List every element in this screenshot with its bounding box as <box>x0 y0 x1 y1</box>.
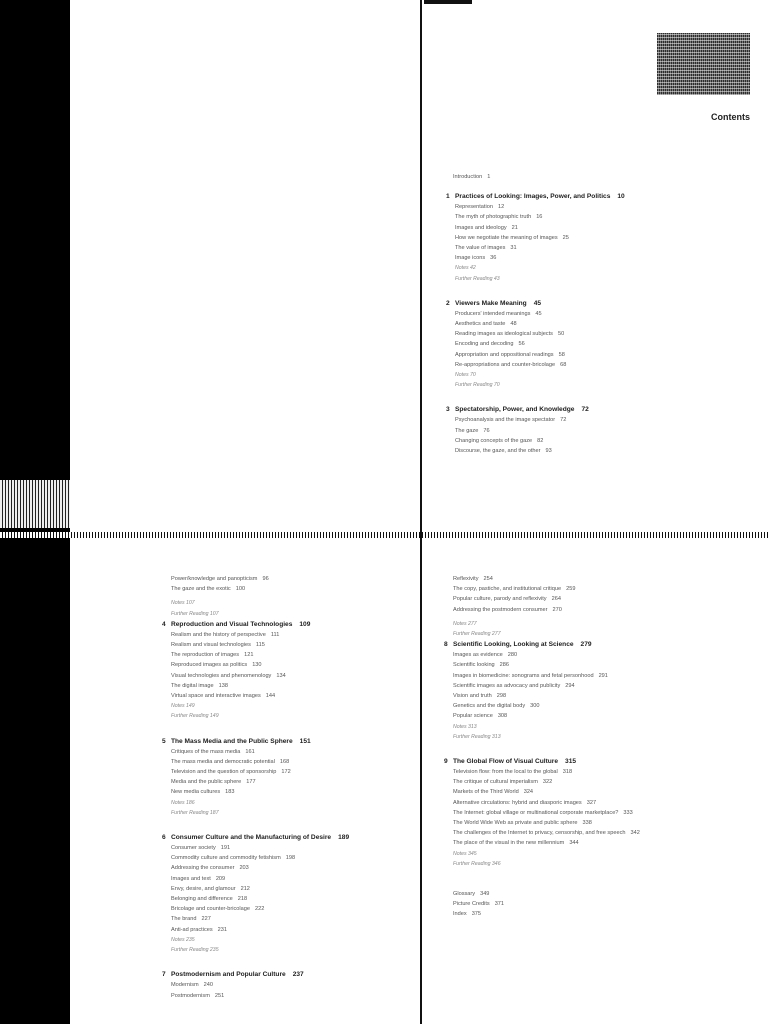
toc-entry-page: 138 <box>218 682 228 689</box>
toc-entry <box>162 630 412 640</box>
chapter-notes: Notes 277 <box>453 620 477 627</box>
chapter-further-reading: Further Reading 187 <box>171 809 219 816</box>
toc-entry-page: 183 <box>225 789 235 796</box>
toc-entry-page: 168 <box>279 758 290 765</box>
chapter-notes: Notes 313 <box>453 723 477 730</box>
toc-entry-title: Glossary <box>453 891 476 898</box>
toc-entry-title: Aesthetics and taste <box>455 321 506 328</box>
toc-entry-page: 21 <box>511 224 518 231</box>
toc-entry-page: 227 <box>201 916 211 923</box>
chapter-heading <box>446 404 746 415</box>
chapter-title: Reproduction and Visual Technologies <box>171 620 293 628</box>
toc-entry <box>444 650 764 660</box>
toc-bottom-right <box>444 574 764 920</box>
toc-entry-page: 96 <box>262 576 269 582</box>
toc-entry-title: Power/knowledge and panopticism <box>171 576 258 582</box>
toc-entry-title: Television and the question of sponsorship <box>171 769 277 776</box>
chapter-title: Practices of Looking: Images, Power, and Politics <box>455 193 611 201</box>
chapter-page: 279 <box>580 641 592 649</box>
chapter-further-reading: Further Reading 149 <box>171 713 219 720</box>
toc-entry <box>444 808 764 818</box>
toc-entry-page: 231 <box>217 926 228 933</box>
toc-entry-page: 259 <box>566 586 576 593</box>
chapter-page: 189 <box>338 834 350 842</box>
toc-entry-page: 349 <box>480 891 490 898</box>
toc-entry-page: 286 <box>499 662 510 669</box>
chapter-further-reading: Further Reading 346 <box>453 860 501 867</box>
toc-top-right <box>446 172 746 456</box>
chapter-further-reading: Further Reading 70 <box>455 382 500 389</box>
toc-entry-page: 100 <box>235 586 246 593</box>
toc-entry <box>162 884 412 894</box>
chapter-number: 9 <box>444 758 448 766</box>
toc-entry <box>162 747 412 757</box>
toc-entry-page: 48 <box>510 321 517 328</box>
toc-entry <box>446 329 746 339</box>
toc-entry-page: 300 <box>530 703 540 710</box>
toc-entry-title: Vision and truth <box>453 693 492 700</box>
toc-entry-title: Media and the public sphere <box>171 779 242 786</box>
toc-entry-page: 324 <box>523 789 534 796</box>
chapter-further-reading: Further Reading 107 <box>171 610 219 617</box>
toc-entry-page: 240 <box>203 982 214 989</box>
toc-entry-title: Encoding and decoding <box>455 341 514 348</box>
toc-entry-title: The value of images <box>455 245 506 252</box>
chapter-page: 151 <box>299 737 311 745</box>
chapter-page: 109 <box>299 620 311 628</box>
chapter-title: Consumer Culture and the Manufacturing of Desire <box>171 834 332 842</box>
toc-entry-title: The critique of cultural imperialism <box>453 779 538 786</box>
chapter-notes: Notes 42 <box>455 265 476 272</box>
toc-entry <box>444 594 764 604</box>
toc-entry-title: The brand <box>171 916 197 923</box>
toc-entry <box>162 874 412 884</box>
toc-entry-page: 45 <box>535 310 542 317</box>
chapter-title: Viewers Make Meaning <box>455 299 527 307</box>
chapter-notes: Notes 345 <box>453 850 477 857</box>
toc-entry <box>444 574 764 584</box>
toc-entry-title: Discourse, the gaze, and the other <box>455 448 541 455</box>
toc-entry-page: 130 <box>252 662 262 669</box>
toc-entry-page: 280 <box>507 652 518 659</box>
toc-entry <box>444 818 764 828</box>
toc-entry-title: The gaze and the exotic <box>171 586 231 593</box>
toc-entry-page: 115 <box>255 642 265 649</box>
toc-entry-title: Image icons <box>455 255 486 262</box>
toc-entry-page: 327 <box>586 799 597 806</box>
toc-entry-page: 375 <box>471 911 482 918</box>
toc-entry-title: Modernism <box>171 982 199 989</box>
toc-entry <box>444 838 764 848</box>
chapter-notes: Notes 149 <box>171 703 195 710</box>
toc-entry-page: 56 <box>518 341 525 348</box>
blank-page <box>70 0 420 532</box>
toc-entry <box>446 446 746 456</box>
toc-entry-title: Genetics and the digital body <box>453 703 526 710</box>
toc-entry <box>444 777 764 787</box>
toc-entry <box>162 671 412 681</box>
toc-entry-page: 58 <box>558 351 565 358</box>
chapter-heading <box>444 756 764 767</box>
toc-entry-title: Consumer society <box>171 845 216 852</box>
toc-entry-page: 294 <box>565 682 575 689</box>
toc-entry-page: 322 <box>542 779 553 786</box>
toc-entry-page: 16 <box>536 214 543 221</box>
toc-entry-title: Reflexivity <box>453 576 479 582</box>
toc-entry-page: 172 <box>281 769 291 776</box>
chapter-number: 6 <box>162 834 166 842</box>
toc-entry <box>162 691 412 701</box>
toc-entry-title: Addressing the postmodern consumer <box>453 606 548 613</box>
chapter-title: Postmodernism and Popular Culture <box>171 971 286 979</box>
toc-entry-page: 298 <box>496 693 507 700</box>
toc-entry-title: Appropriation and oppositional readings <box>455 351 554 358</box>
chapter-number: 8 <box>444 641 448 649</box>
toc-entry-title: Realism and visual technologies <box>171 642 251 649</box>
toc-entry-title: Scientific images as advocacy and publicity <box>453 682 561 689</box>
toc-entry-page: 82 <box>537 437 544 444</box>
toc-entry-title: Realism and the history of perspective <box>171 631 266 638</box>
chapter-notes: Notes 107 <box>171 600 195 607</box>
toc-entry-page: 338 <box>582 820 592 827</box>
toc-entry <box>162 980 412 990</box>
chapter-page: 72 <box>581 406 589 414</box>
toc-entry <box>162 787 412 797</box>
toc-entry <box>162 681 412 691</box>
toc-entry-title: Alternative circulations: hybrid and diasporic images <box>453 799 582 806</box>
toc-entry <box>446 243 746 253</box>
chapter-number: 5 <box>162 737 166 745</box>
chapter-heading <box>162 736 412 747</box>
toc-entry <box>162 640 412 650</box>
chapter-further-reading: Further Reading 277 <box>453 631 501 638</box>
toc-entry <box>444 681 764 691</box>
toc-entry-title: Bricolage and counter-bricolage <box>171 906 250 913</box>
toc-entry-page: 371 <box>494 901 505 908</box>
chapter-heading <box>446 298 746 309</box>
toc-entry <box>444 660 764 670</box>
toc-entry-page: 36 <box>490 255 497 262</box>
toc-entry-title: How we negotiate the meaning of images <box>455 234 558 241</box>
contents-title: Contents <box>711 112 750 122</box>
spine-gutter <box>420 0 422 1024</box>
toc-entry-title: The World Wide Web as private and public sphere <box>453 820 578 827</box>
toc-entry-title: Images as evidence <box>453 652 503 659</box>
toc-entry <box>446 202 746 212</box>
toc-entry-title: Scientific looking <box>453 662 495 669</box>
toc-entry <box>162 894 412 904</box>
toc-entry <box>446 319 746 329</box>
chapter-notes: Notes 235 <box>171 936 195 943</box>
toc-intro: Introduction 1 <box>453 174 491 180</box>
scan-edge-vertical <box>0 480 70 528</box>
toc-entry <box>444 889 764 899</box>
chapter-heading <box>162 969 412 980</box>
toc-entry <box>446 253 746 263</box>
toc-entry-title: Re-appropriations and counter-bricolage <box>455 361 556 368</box>
toc-entry <box>162 767 412 777</box>
toc-entry-title: The gaze <box>455 427 479 434</box>
toc-entry-title: Postmodernism <box>171 992 210 999</box>
toc-entry <box>444 701 764 711</box>
toc-entry-title: Images in biomedicine: sonograms and fetal personhood <box>453 672 594 679</box>
chapter-notes: Notes 186 <box>171 799 195 806</box>
toc-entry-title: The myth of photographic truth <box>455 214 532 221</box>
toc-entry <box>162 853 412 863</box>
chapter-page: 315 <box>565 758 577 766</box>
chapter-title: The Global Flow of Visual Culture <box>453 758 559 766</box>
chapter-notes: Notes 70 <box>455 372 476 379</box>
toc-entry <box>446 339 746 349</box>
toc-entry-page: 318 <box>562 769 573 776</box>
toc-entry-title: Television flow: from the local to the global <box>453 769 558 776</box>
toc-entry <box>162 757 412 767</box>
chapter-number: 7 <box>162 971 166 979</box>
toc-entry-title: Virtual space and interactive images <box>171 693 261 700</box>
toc-entry <box>446 309 746 319</box>
toc-entry <box>444 691 764 701</box>
toc-entry-title: The Internet: global village or multinational corporate marketplace? <box>453 809 619 816</box>
toc-entry-page: 161 <box>245 748 255 755</box>
toc-entry <box>444 798 764 808</box>
toc-entry-title: Reading images as ideological subjects <box>455 331 553 338</box>
toc-entry-title: The copy, pastiche, and institutional critique <box>453 586 562 593</box>
toc-entry-page: 209 <box>215 875 226 882</box>
toc-entry <box>162 914 412 924</box>
toc-entry-page: 270 <box>552 606 562 613</box>
toc-entry-page: 93 <box>545 448 552 455</box>
scan-edge-top <box>424 0 472 4</box>
toc-entry-page: 111 <box>270 631 280 638</box>
chapter-page: 237 <box>292 971 304 979</box>
toc-entry-title: Producers' intended meanings <box>455 310 531 317</box>
toc-entry-page: 333 <box>623 809 633 816</box>
toc-entry-title: Reproduced images as politics <box>171 662 248 669</box>
toc-entry-page: 251 <box>214 992 225 999</box>
chapter-title: Spectatorship, Power, and Knowledge <box>455 406 575 414</box>
toc-entry-title: Images and ideology <box>455 224 507 231</box>
chapter-further-reading: Further Reading 313 <box>453 733 501 740</box>
toc-entry-page: 344 <box>569 840 579 847</box>
toc-entry-page: 264 <box>551 596 561 603</box>
chapter-number: 4 <box>162 620 166 628</box>
scan-edge-horizontal <box>0 532 768 538</box>
toc-entry-title: Belonging and difference <box>171 896 233 903</box>
toc-entry <box>444 787 764 797</box>
toc-entry-title: Images and text <box>171 875 211 882</box>
chapter-title: Scientific Looking, Looking at Science <box>453 641 574 649</box>
toc-entry-title: Changing concepts of the gaze <box>455 437 533 444</box>
toc-entry <box>444 584 764 594</box>
toc-entry-page: 254 <box>483 576 493 582</box>
toc-entry-title: Critiques of the mass media <box>171 748 241 755</box>
toc-entry-page: 203 <box>239 865 249 872</box>
toc-entry-page: 342 <box>630 830 640 837</box>
chapter-number: 2 <box>446 299 450 307</box>
toc-entry <box>446 223 746 233</box>
toc-entry <box>162 843 412 853</box>
toc-entry <box>444 828 764 838</box>
toc-entry-page: 218 <box>237 896 248 903</box>
chapter-heading <box>444 639 764 650</box>
chapter-page: 10 <box>617 193 625 201</box>
chapter-number: 1 <box>446 193 450 201</box>
chapter-further-reading: Further Reading 43 <box>455 275 500 282</box>
chapter-number: 3 <box>446 406 450 414</box>
toc-entry-page: 25 <box>562 234 569 241</box>
toc-entry <box>162 660 412 670</box>
toc-entry-title: Envy, desire, and glamour <box>171 885 236 892</box>
toc-entry-title: Commodity culture and commodity fetishism <box>171 855 281 862</box>
toc-entry <box>162 863 412 873</box>
toc-entry-title: Visual technologies and phenomenology <box>171 672 272 679</box>
toc-entry-page: 50 <box>557 331 565 338</box>
chapter-heading <box>446 191 746 202</box>
toc-entry-title: The place of the visual in the new millennium <box>453 840 565 847</box>
toc-entry <box>446 436 746 446</box>
toc-entry <box>444 711 764 721</box>
chapter-heading <box>162 832 412 843</box>
toc-entry-title: Popular science <box>453 713 493 720</box>
toc-entry <box>444 767 764 777</box>
toc-entry-title: The reproduction of images <box>171 652 240 659</box>
toc-entry-page: 31 <box>510 245 517 252</box>
toc-entry <box>162 650 412 660</box>
toc-entry-page: 191 <box>220 845 231 852</box>
toc-entry <box>446 426 746 436</box>
toc-entry-page: 291 <box>598 672 608 679</box>
toc-entry-page: 308 <box>497 713 508 720</box>
toc-entry-title: Anti-ad practices <box>171 926 213 933</box>
toc-entry <box>444 909 764 919</box>
toc-entry-title: Psychoanalysis and the image spectator <box>455 417 556 424</box>
toc-entry <box>162 991 412 1001</box>
toc-entry-title: Index <box>453 911 467 918</box>
toc-entry-page: 144 <box>265 693 276 700</box>
chapter-page: 45 <box>533 299 542 307</box>
toc-entry <box>446 360 746 370</box>
toc-entry-page: 222 <box>254 906 265 913</box>
toc-entry <box>162 584 412 594</box>
toc-entry <box>162 904 412 914</box>
toc-entry-title: Markets of the Third World <box>453 789 519 796</box>
toc-entry-page: 12 <box>497 204 505 211</box>
halftone-block <box>657 33 750 95</box>
toc-entry-page: 68 <box>560 361 567 368</box>
toc-entry-page: 198 <box>285 855 296 862</box>
chapter-title: The Mass Media and the Public Sphere <box>171 737 293 745</box>
toc-entry-title: Representation <box>455 204 493 211</box>
toc-entry-page: 177 <box>246 779 256 786</box>
toc-entry-page: 76 <box>483 427 490 434</box>
chapter-further-reading: Further Reading 235 <box>171 947 219 954</box>
toc-entry <box>446 415 746 425</box>
toc-entry-title: The mass media and democratic potential <box>171 758 275 765</box>
toc-entry-title: Picture Credits <box>453 901 490 908</box>
toc-entry-title: The digital image <box>171 682 214 689</box>
toc-bottom-left <box>162 574 412 1001</box>
toc-entry <box>444 899 764 909</box>
toc-entry-page: 121 <box>244 652 254 659</box>
toc-entry <box>162 777 412 787</box>
toc-entry <box>444 671 764 681</box>
toc-entry-page: 72 <box>560 417 567 424</box>
toc-entry <box>162 925 412 935</box>
toc-entry <box>446 350 746 360</box>
toc-entry-title: Popular culture, parody and reflexivity <box>453 596 547 603</box>
toc-entry-title: New media cultures <box>171 789 221 796</box>
toc-entry-page: 212 <box>240 885 250 892</box>
toc-entry-title: Addressing the consumer <box>171 865 235 872</box>
toc-entry-title: The challenges of the Internet to privacy, censorship, and free speech <box>453 830 626 837</box>
chapter-heading <box>162 619 412 630</box>
toc-entry <box>446 212 746 222</box>
toc-entry-page: 134 <box>276 672 286 679</box>
toc-entry <box>444 605 764 615</box>
toc-entry <box>162 574 412 584</box>
toc-entry <box>446 233 746 243</box>
